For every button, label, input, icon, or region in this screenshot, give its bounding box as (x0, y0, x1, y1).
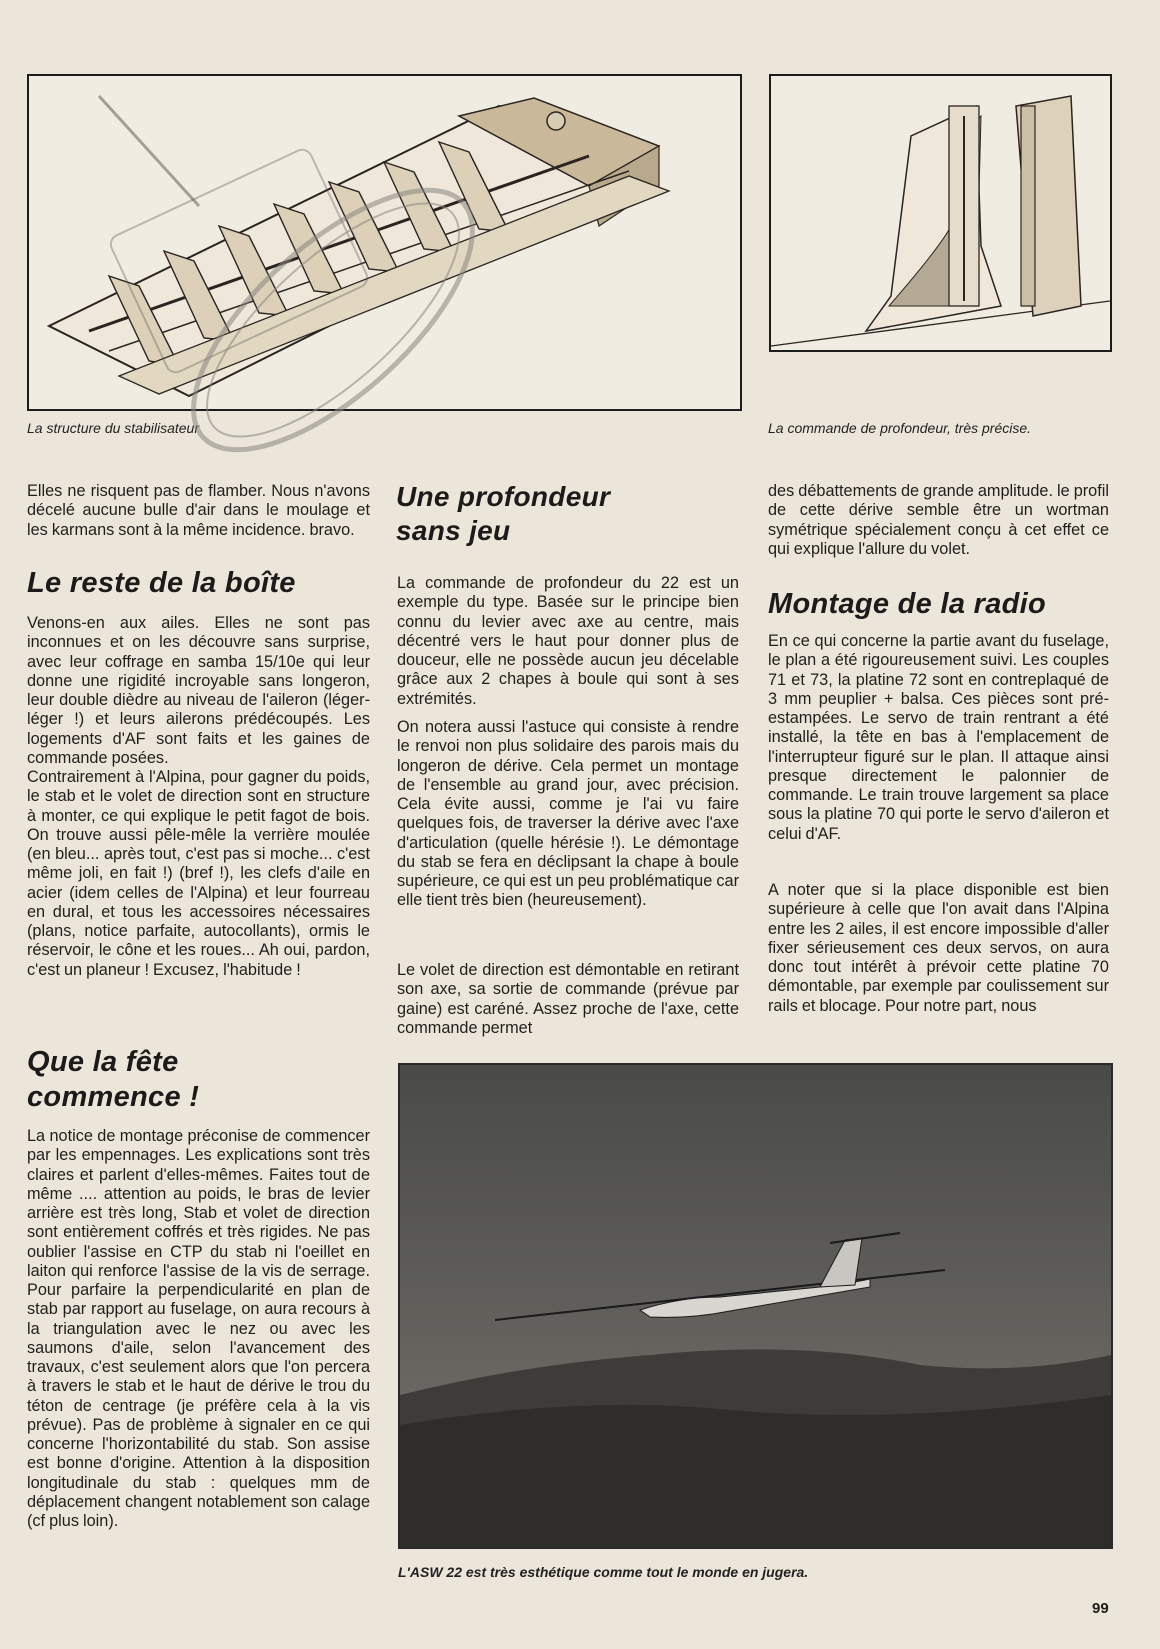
heading-profondeur-line1: Une profondeur (396, 481, 611, 512)
col3-paragraph-0: des débattements de grande amplitude. le profil de cette dérive semble être un wortman symétrique spécialement conçu à cet effet ce qui explique l'allure du volet. (768, 482, 1109, 558)
col1-intro-paragraph: Elles ne risquent pas de flamber. Nous n'avons décelé aucune bulle d'air dans le moulage et les karmans sont à la même incidence. bravo. (27, 482, 370, 539)
col2-paragraph-1: La commande de profondeur du 22 est un exemple du type. Basée sur le principe bien connu du levier avec axe au centre, mais décentré vers le haut pour donner plus de douceur, elle ne possède aucun jeu décelable grâce aux 2 chapes à boule qui sont à ses extrémités. (397, 574, 739, 708)
heading-fete-line1: Que la fête (27, 1046, 179, 1078)
heading-fete-line2: commence ! (27, 1081, 200, 1113)
heading-profondeur-line2: sans jeu (396, 515, 511, 546)
elevator-control-caption: La commande de profondeur, très précise. (768, 420, 1032, 436)
stabilizer-caption: La structure du stabilisateur (27, 420, 199, 436)
col1-reste-paragraph-2: Contrairement à l'Alpina, pour gagner du poids, le stab et le volet de direction sont en structure à monter, ce qui explique le petit fagot de bois. On trouve aussi pêle-mêle la verrière moulée (en bleu... après tout, c'est pas si moche... c'est même joli, en fait !) (bref !), les clefs d'aile en acier (idem celles de l'Alpina) et leur fourreau en dural, et tous les accessoires nécessaires (plans, notice parfaite, autocollants), ormis le réservoir, le cône et les roues... Ah oui, pardon, c'est un planeur ! Excusez, l'habitude ! (27, 768, 370, 979)
col1-reste-paragraph-1: Venons-en aux ailes. Elles ne sont pas inconnues et on les découvre sans surprise, avec leur coffrage en samba 15/10e qui leur donne une rigidité incroyable sans longeron, leur double dièdre au niveau de l'aileron (léger-léger !) et leurs ailerons prédécoupés. Les logements d'AF sont faits et les gaines de commande posées. (27, 614, 370, 767)
elevator-control-drawing (771, 76, 1110, 350)
glider-photo (398, 1063, 1113, 1549)
elevator-control-figure (769, 74, 1112, 352)
page-number: 99 (1092, 1600, 1109, 1617)
col2-paragraph-3: Le volet de direction est démontable en retirant son axe, sa sortie de commande (prévue par gaine) est caréné. Assez proche de l'axe, cette commande permet (397, 961, 739, 1037)
col3-paragraph-1: En ce qui concerne la partie avant du fuselage, le plan a été rigoureusement suivi. Les couples 71 et 73, la platine 72 sont en contreplaqué de 3 mm peuplier + balsa. Ces pièces sont pré-estampées. Le servo de train rentrant a été installé, la tête en bas à l'emplacement de l'interrupteur figuré sur le plan. Il attaque ainsi presque directement le palonnier de commande. Le train trouve largement sa place sous la platine 70 qui porte le servo d'aileron et celui d'AF. (768, 632, 1109, 843)
col1-fete-paragraph: La notice de montage préconise de commencer par les empennages. Les explications sont très claires et parlent d'elles-mêmes. Faites tout de même .... attention au poids, le bras de levier arrière est très long, Stab et volet de direction sont entièrement coffrés et très rigides. Ne pas oublier l'assise en CTP du stab ni l'oeillet en laiton qui renforce l'assise de la vis de serrage. Pour parfaire la perpendicularité en plan de stab par rapport au fuselage, on aura recours à la triangulation avec le nez ou avec les saumons d'aile, selon l'avancement des travaux, c'est seulement alors que l'on percera à travers le stab et le haut de dérive le trou du téton de centrage (je préfère cela à la vis prévue). Pas de problème à signaler en ce qui concerne l'horizontabilité du stab. Son assise est bonne d'origine. Attention à la disposition longitudinale du stab : quelques mm de déplacement changent notablement son calage (cf plus loin). (27, 1127, 370, 1530)
heading-reste-boite: Le reste de la boîte (27, 567, 296, 599)
col2-paragraph-2: On notera aussi l'astuce qui consiste à rendre le renvoi non plus solidaire des parois mais du longeron de dérive. Cela permet un montage de l'ensemble au grand jour, avec précision. Cela évite aussi, comme je l'ai vu faire quelques fois, de traverser la dérive avec l'axe d'articulation (quelle hérésie !). Le démontage du stab se fera en déclipsant la chape à boule supérieure, ce qui est un peu problématique car elle tient très bien (heureusement). (397, 718, 739, 910)
col3-paragraph-2: A noter que si la place disponible est bien supérieure à celle que l'on avait dans l'Alpina entre les 2 ailes, il est encore impossible d'aller fixer sérieusement ces deux servos, on aura donc tout intérêt à prévoir cette platine 70 démontable, par exemple par coulissement sur rails et blocage. Pour notre part, nous (768, 881, 1109, 1015)
stabilizer-drawing (29, 76, 740, 409)
glider-silhouette (495, 1233, 945, 1320)
glider-photo-caption: L'ASW 22 est très esthétique comme tout le monde en jugera. (398, 1564, 809, 1580)
stabilizer-figure (27, 74, 742, 411)
heading-montage-radio: Montage de la radio (768, 588, 1047, 620)
